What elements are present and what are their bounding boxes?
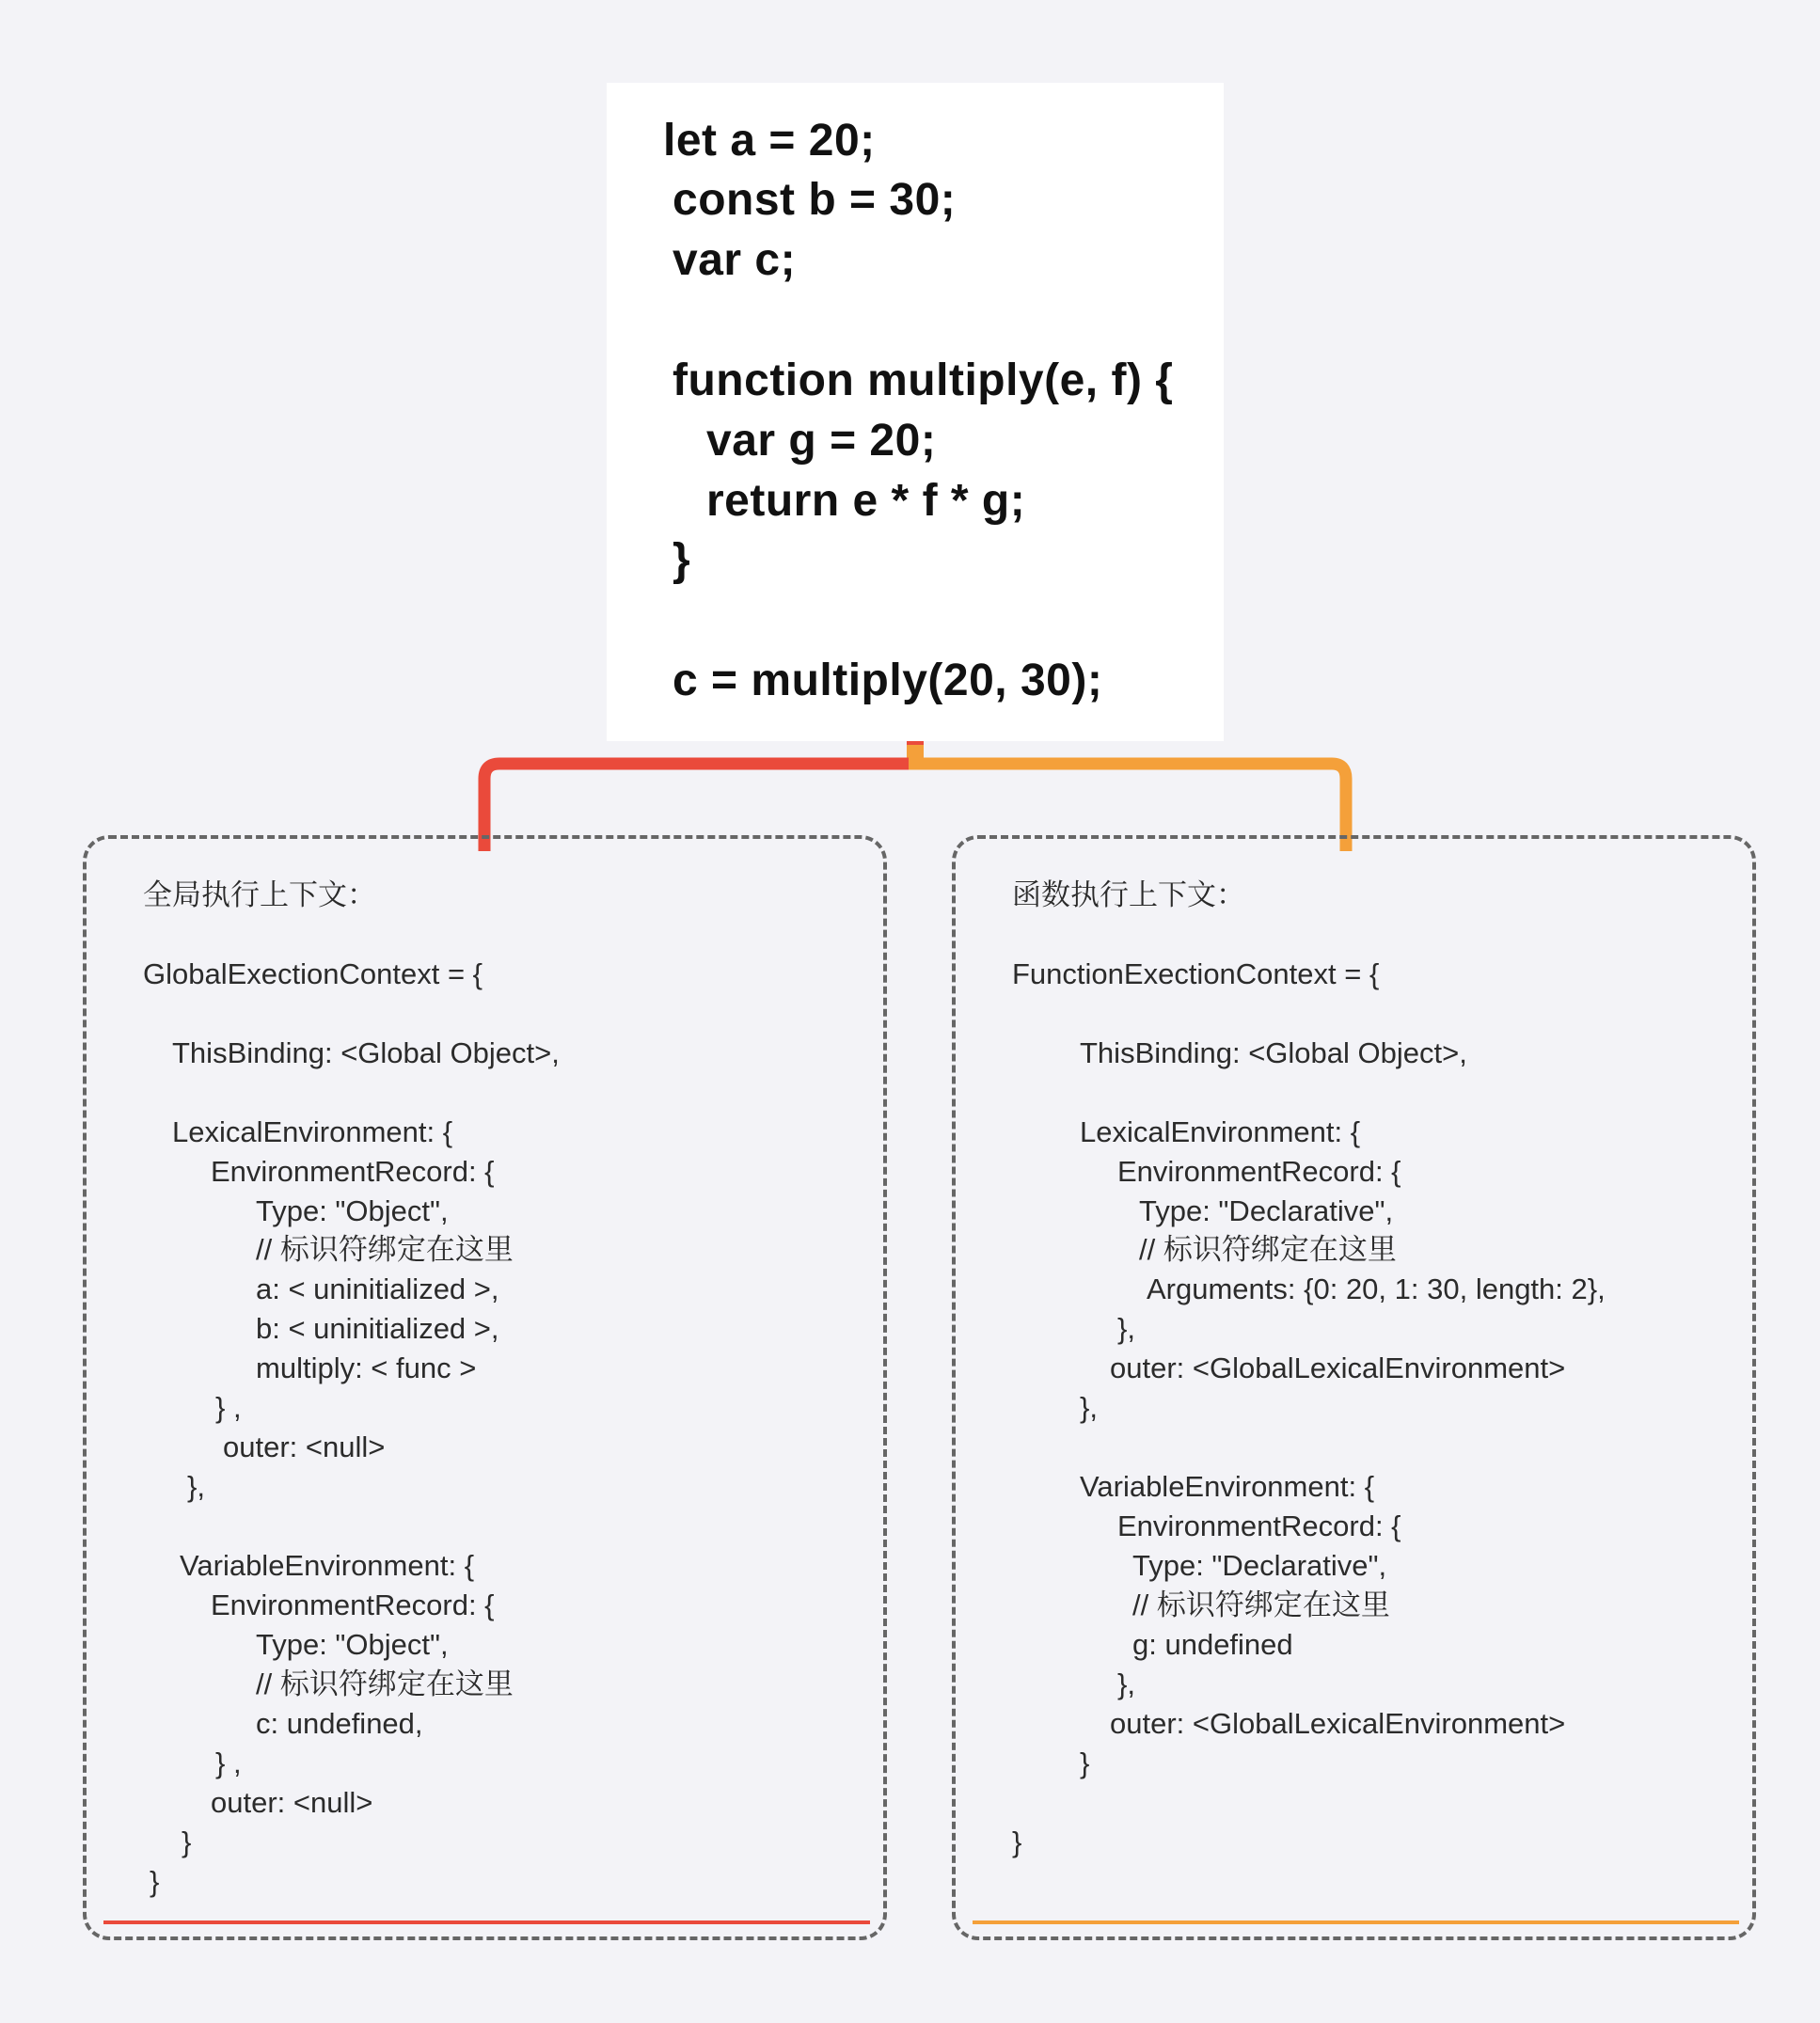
context-line: Arguments: {0: 20, 1: 30, length: 2}, bbox=[1147, 1272, 1606, 1305]
code-line: let a = 20; bbox=[663, 116, 876, 166]
context-line: Type: "Declarative", bbox=[1139, 1194, 1394, 1227]
global-context-heading: 全局执行上下文： bbox=[143, 878, 376, 911]
context-line: // 标识符绑定在这里 bbox=[1132, 1588, 1390, 1621]
code-line: var c; bbox=[673, 235, 797, 285]
context-line: } bbox=[1080, 1746, 1090, 1779]
context-line: EnvironmentRecord: { bbox=[1117, 1155, 1401, 1188]
code-line: return e * f * g; bbox=[706, 476, 1026, 526]
context-line: outer: <GlobalLexicalEnvironment> bbox=[1110, 1707, 1566, 1740]
context-line: outer: <null> bbox=[211, 1786, 373, 1819]
context-line: }, bbox=[1117, 1667, 1135, 1700]
global-context-underline bbox=[103, 1920, 870, 1924]
context-line: c: undefined, bbox=[256, 1707, 423, 1740]
global-execution-context-panel bbox=[83, 835, 887, 1940]
context-line: }, bbox=[187, 1470, 205, 1503]
context-line: Type: "Declarative", bbox=[1132, 1549, 1387, 1582]
context-line: multiply: < func > bbox=[256, 1351, 477, 1384]
context-line: } , bbox=[215, 1391, 242, 1424]
code-line: c = multiply(20, 30); bbox=[673, 656, 1103, 705]
function-execution-context-panel bbox=[952, 835, 1756, 1940]
context-line: FunctionExectionContext = { bbox=[1012, 957, 1380, 990]
function-context-heading: 函数执行上下文： bbox=[1012, 878, 1245, 911]
code-line: } bbox=[673, 535, 691, 585]
context-line: } bbox=[150, 1865, 160, 1898]
context-line: VariableEnvironment: { bbox=[1080, 1470, 1375, 1503]
function-context-underline bbox=[973, 1920, 1739, 1924]
context-line: }, bbox=[1080, 1391, 1098, 1424]
context-line: g: undefined bbox=[1132, 1628, 1293, 1661]
context-line: // 标识符绑定在这里 bbox=[1139, 1233, 1397, 1266]
code-line: function multiply(e, f) { bbox=[673, 356, 1174, 405]
context-line: outer: <GlobalLexicalEnvironment> bbox=[1110, 1351, 1566, 1384]
context-line: ThisBinding: <Global Object>, bbox=[1080, 1036, 1467, 1069]
context-line: EnvironmentRecord: { bbox=[211, 1588, 495, 1621]
context-line: GlobalExectionContext = { bbox=[143, 957, 483, 990]
context-line: outer: <null> bbox=[223, 1430, 386, 1463]
context-line: VariableEnvironment: { bbox=[180, 1549, 475, 1582]
context-line: } bbox=[182, 1825, 192, 1858]
code-line: const b = 30; bbox=[673, 175, 957, 225]
context-line: b: < uninitialized >, bbox=[256, 1312, 499, 1345]
context-line: EnvironmentRecord: { bbox=[1117, 1509, 1401, 1542]
context-line: EnvironmentRecord: { bbox=[211, 1155, 495, 1188]
context-line: a: < uninitialized >, bbox=[256, 1272, 499, 1305]
context-line: Type: "Object", bbox=[256, 1194, 449, 1227]
context-line: }, bbox=[1117, 1312, 1135, 1345]
context-line: LexicalEnvironment: { bbox=[172, 1115, 453, 1148]
context-line: LexicalEnvironment: { bbox=[1080, 1115, 1361, 1148]
context-line: // 标识符绑定在这里 bbox=[256, 1233, 514, 1266]
context-line: // 标识符绑定在这里 bbox=[256, 1667, 514, 1700]
context-line: Type: "Object", bbox=[256, 1628, 449, 1661]
context-line: } bbox=[1012, 1825, 1022, 1858]
code-line: var g = 20; bbox=[706, 416, 937, 466]
context-line: } , bbox=[215, 1746, 242, 1779]
context-line: ThisBinding: <Global Object>, bbox=[172, 1036, 560, 1069]
